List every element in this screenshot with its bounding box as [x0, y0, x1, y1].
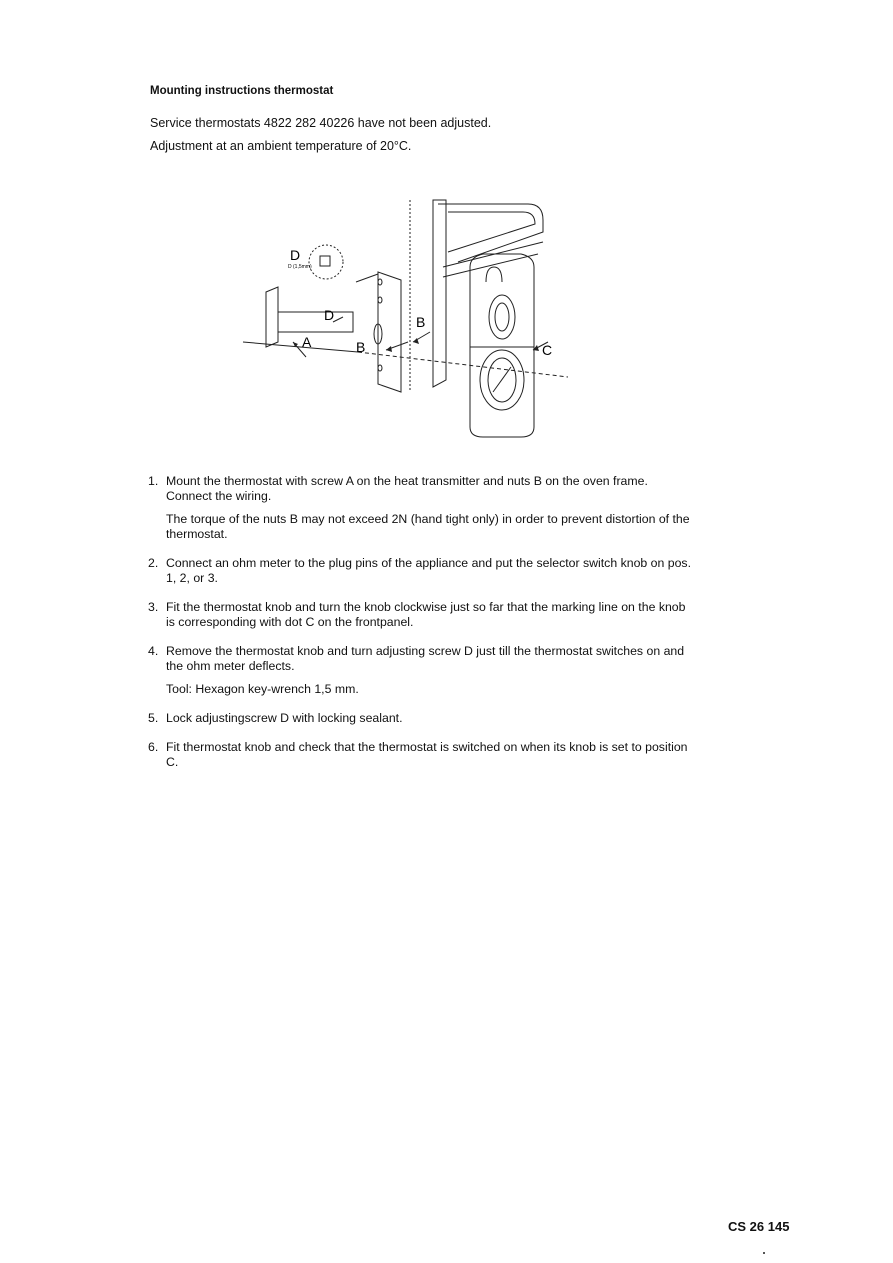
label-c: C [542, 342, 553, 358]
list-item [148, 740, 693, 770]
step-subtext: The torque of the nuts B may not exceed 2N (hand tight only) in order to prevent distortion of the thermostat. [166, 512, 690, 541]
step-number: 6. [148, 740, 159, 754]
step-number: 2. [148, 556, 159, 570]
list-item [148, 711, 693, 726]
step-text: Remove the thermostat knob and turn adjusting screw D just till the thermostat switches on and the ohm meter deflects. [166, 644, 685, 673]
list-item [148, 556, 693, 586]
label-a: A [302, 334, 312, 350]
intro-line-1: Service thermostats 4822 282 40226 have not been adjusted. [150, 116, 492, 130]
intro-line-2: Adjustment at an ambient temperature of 20°C. [150, 139, 412, 153]
list-item [148, 644, 693, 697]
step-subtext: Tool: Hexagon key-wrench 1,5 mm. [166, 682, 359, 696]
page-mark [763, 1252, 765, 1254]
label-b-right: B [416, 314, 426, 330]
step-text: Mount the thermostat with screw A on the heat transmitter and nuts B on the oven frame. Connect the wiring. [166, 474, 648, 503]
step-text: Connect an ohm meter to the plug pins of the appliance and put the selector switch knob on pos. 1, 2, or 3. [166, 556, 691, 585]
label-b-left: B [356, 339, 366, 355]
list-item [148, 600, 693, 630]
document-number: CS 26 145 [728, 1219, 790, 1234]
step-number: 1. [148, 474, 159, 488]
step-number: 4. [148, 644, 159, 658]
thermostat-mounting-figure [238, 192, 568, 442]
label-d-detail: D [290, 247, 301, 263]
step-number: 5. [148, 711, 159, 725]
instruction-steps [148, 474, 693, 784]
step-text: Fit thermostat knob and check that the thermostat is switched on when its knob is set to position C. [166, 740, 688, 769]
label-d-screw: D [324, 307, 335, 323]
step-text: Fit the thermostat knob and turn the knob clockwise just so far that the marking line on the knob is corresponding with dot C on the frontpanel. [166, 600, 686, 629]
page-title: Mounting instructions thermostat [150, 85, 334, 97]
label-d-caption: D (1,5mm) [288, 264, 312, 270]
step-number: 3. [148, 600, 159, 614]
step-text: Lock adjustingscrew D with locking sealant. [166, 711, 403, 725]
list-item [148, 474, 693, 542]
